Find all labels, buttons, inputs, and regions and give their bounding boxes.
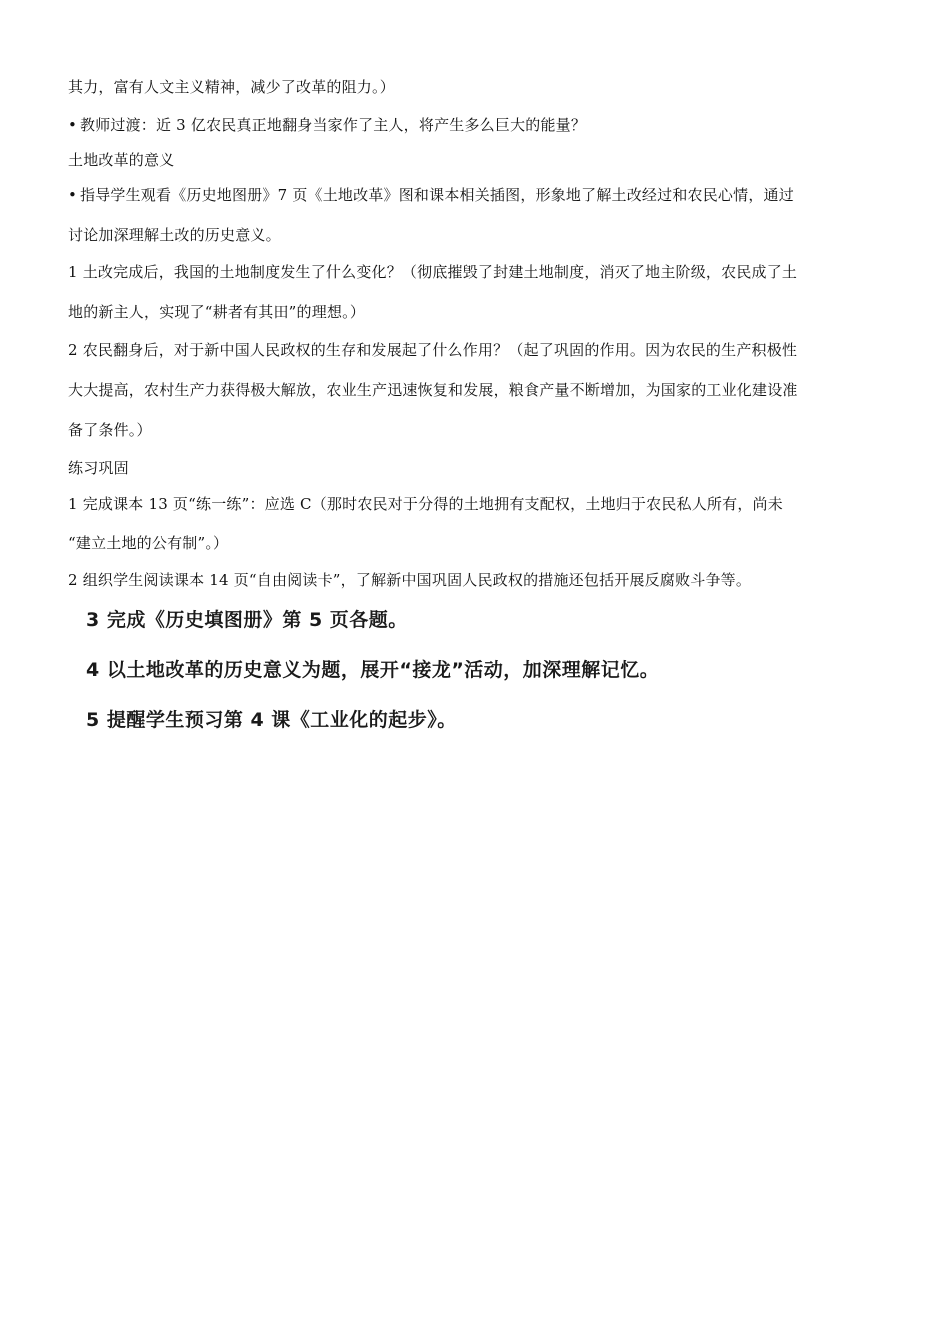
paragraph-line [68, 380, 888, 400]
paragraph-line [68, 533, 888, 553]
large-list-item [86, 607, 886, 633]
paragraph-line [68, 570, 888, 590]
line-text: 1 土改完成后，我国的土地制度发生了什么变化？（彻底摧毁了封建土地制度，消灭了地主阶级，农民成了土 [68, 263, 798, 281]
line-text: “建立土地的公有制”。） [68, 534, 229, 552]
paragraph-line [68, 340, 888, 360]
line-text: 备了条件。） [68, 421, 152, 439]
bullet-paragraph-line [68, 185, 888, 205]
bullet-paragraph-line [68, 115, 888, 135]
bullet-icon: • [68, 116, 78, 134]
line-text: 1 完成课本 13 页“练一练”：应选 C（那时农民对于分得的土地拥有支配权，土地归于农民私人所有，尚未 [68, 495, 783, 513]
paragraph-line [68, 420, 888, 440]
paragraph-line [68, 225, 888, 245]
item-text: 5 提醒学生预习第 4 课《工业化的起步》。 [86, 709, 457, 731]
section-heading [68, 458, 888, 478]
line-text: 指导学生观看《历史地图册》7 页《土地改革》图和课本相关插图，形象地了解土改经过和农民心情，通过 [80, 186, 794, 204]
paragraph-line [68, 262, 888, 282]
paragraph-line [68, 77, 888, 97]
item-text: 3 完成《历史填图册》第 5 页各题。 [86, 609, 408, 631]
line-text: 其力，富有人文主义精神，减少了改革的阻力。） [68, 78, 395, 96]
line-text: 大大提高，农村生产力获得极大解放，农业生产迅速恢复和发展，粮食产量不断增加，为国家的工业化建设准 [68, 381, 798, 399]
line-text: 教师过渡：近 3 亿农民真正地翻身当家作了主人，将产生多么巨大的能量？ [80, 116, 587, 134]
large-list-item [86, 657, 886, 683]
item-text: 4 以土地改革的历史意义为题，展开“接龙”活动，加深理解记忆。 [86, 659, 660, 681]
heading-text: 土地改革的意义 [68, 151, 175, 169]
line-text: 2 组织学生阅读课本 14 页“自由阅读卡”，了解新中国巩固人民政权的措施还包括开展反腐败斗争等。 [68, 571, 752, 589]
large-list-item [86, 707, 886, 733]
paragraph-line [68, 302, 888, 322]
heading-text: 练习巩固 [68, 459, 129, 477]
bullet-icon: • [68, 186, 78, 204]
line-text: 讨论加深理解土改的历史意义。 [68, 226, 281, 244]
line-text: 地的新主人，实现了“耕者有其田”的理想。） [68, 303, 366, 321]
section-heading [68, 150, 888, 170]
paragraph-line [68, 494, 888, 514]
line-text: 2 农民翻身后，对于新中国人民政权的生存和发展起了什么作用？（起了巩固的作用。因为农民的生产积极性 [68, 341, 798, 359]
